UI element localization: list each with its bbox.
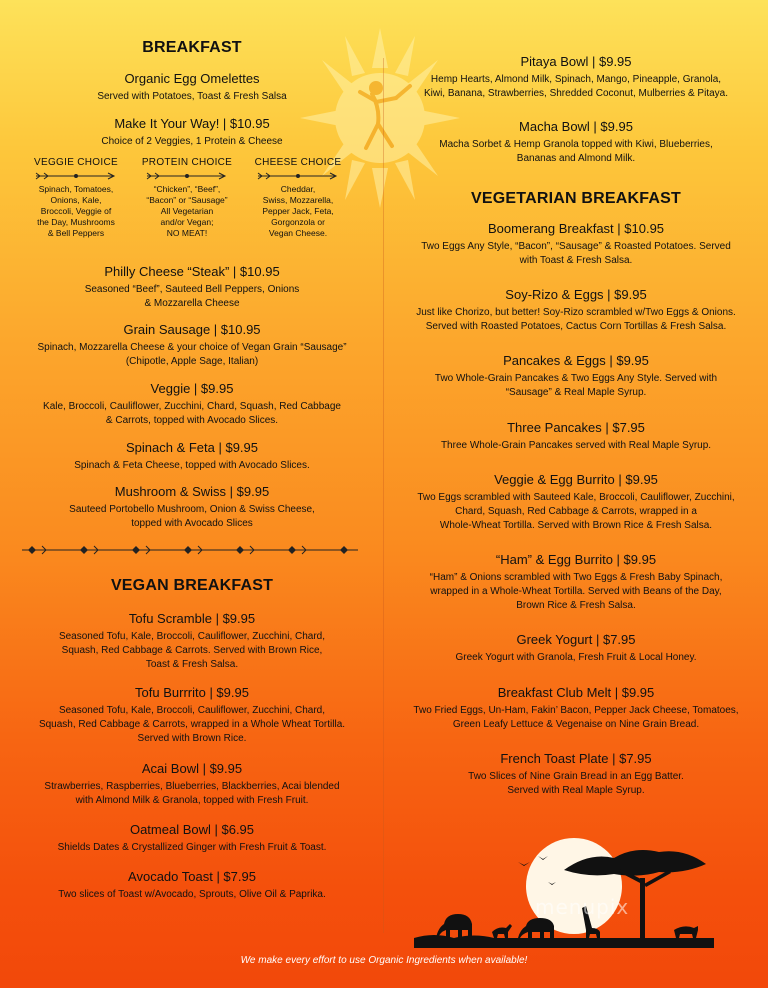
item-title: Philly Cheese “Steak” | $10.95 [104, 264, 280, 279]
choice-items [244, 184, 352, 239]
item-title: French Toast Plate | $7.95 [500, 751, 652, 766]
veggie-choice [22, 157, 130, 239]
choice-item: Cheddar, [280, 184, 316, 194]
item-desc: Sauteed Portobello Mushroom, Onion & Swiss Cheese, topped with Avocado Slices [69, 504, 315, 529]
protein-choice [133, 157, 241, 239]
arrow-ornament-icon [256, 172, 340, 180]
item-desc: Strawberries, Raspberries, Blueberries, Blackberries, Acai blended with Almond Milk & Granola, topped with Fresh Fruit. [44, 781, 340, 806]
savanna-silhouette-icon [414, 838, 714, 948]
item-desc: Two slices of Toast w/Avocado, Sprouts, Olive Oil & Paprika. [58, 889, 326, 900]
choice-items [22, 184, 130, 239]
menu-item [384, 287, 768, 334]
item-title: Veggie | $9.95 [150, 381, 234, 396]
item-desc: Kale, Broccoli, Cauliflower, Zucchini, Chard, Squash, Red Cabbage & Carrots, topped with Avocado Slices. [43, 401, 341, 426]
choice-item: Pepper Jack, Feta, [262, 206, 334, 216]
choice-item: Spinach, Tomatoes, [38, 184, 114, 194]
item-desc: Spinach & Feta Cheese, topped with Avocado Slices. [74, 460, 310, 471]
item-desc: Seasoned “Beef”, Sauteed Bell Peppers, Onions & Mozzarella Cheese [84, 284, 300, 309]
menu-item [0, 71, 384, 104]
menu-item [0, 440, 384, 473]
item-title: Macha Bowl | $9.95 [519, 119, 633, 134]
menu-item [0, 322, 384, 369]
item-desc: Two Eggs scrambled with Sauteed Kale, Broccoli, Cauliflower, Zucchini, Chard, Squash, Red Cabbage & Carrots, wrapped in a Whole-Wheat Tortilla. Served with Brown Rice & Fresh Salsa. [417, 492, 735, 531]
menu-item [384, 685, 768, 732]
item-title: Make It Your Way! | $10.95 [114, 116, 270, 131]
menu-item [384, 632, 768, 665]
cheese-choice [244, 157, 352, 239]
menu-item [0, 484, 384, 531]
choice-item: Vegan Cheese. [268, 228, 328, 238]
menu-item [0, 381, 384, 428]
arrow-ornament-icon [145, 172, 229, 180]
choice-item: Broccoli, Veggie of [40, 206, 112, 216]
choice-item: All Vegetarian [160, 206, 214, 216]
choice-item: & Bell Peppers [47, 228, 105, 238]
menu-item [0, 611, 384, 672]
item-title: Tofu Burrrito | $9.95 [135, 685, 249, 700]
item-desc: Two Whole-Grain Pancakes & Two Eggs Any Style. Served with “Sausage” & Real Maple Syrup. [434, 373, 718, 398]
item-desc: Served with Potatoes, Toast & Fresh Salsa [97, 91, 287, 102]
item-title: Grain Sausage | $10.95 [123, 322, 261, 337]
menu-item [0, 116, 384, 149]
menu-item [384, 751, 768, 798]
item-title: “Ham” & Egg Burrito | $9.95 [495, 552, 657, 567]
vegetarian-title: VEGETARIAN BREAKFAST [471, 190, 681, 207]
menu-item [0, 685, 384, 746]
item-desc: Two Slices of Nine Grain Bread in an Egg Batter. Served with Real Maple Syrup. [468, 771, 684, 796]
item-title: Spinach & Feta | $9.95 [125, 440, 259, 455]
item-desc: Seasoned Tofu, Kale, Broccoli, Cauliflower, Zucchini, Chard, Squash, Red Cabbage & Carrots. Served with Brown Rice, Toast & Fresh Salsa. [58, 631, 326, 670]
choice-item: NO MEAT! [166, 228, 208, 238]
choice-item: and/or Vegan; [160, 217, 214, 227]
item-title: Breakfast Club Melt | $9.95 [497, 685, 655, 700]
item-title: Organic Egg Omelettes [124, 71, 260, 86]
menu-item [0, 761, 384, 808]
menu-item [0, 869, 384, 902]
item-desc: Three Whole-Grain Pancakes served with Real Maple Syrup. [440, 440, 712, 451]
item-desc: Macha Sorbet & Hemp Granola topped with Kiwi, Blueberries, Bananas and Almond Milk. [439, 139, 713, 164]
footer-note: We make every effort to use Organic Ingredients when available! [240, 955, 528, 966]
choice-heading: VEGGIE CHOICE [34, 157, 118, 168]
item-title: Soy-Rizo & Eggs | $9.95 [505, 287, 647, 302]
choice-item: Onions, Kale, [50, 195, 102, 205]
menu-item [384, 221, 768, 268]
breakfast-title: BREAKFAST [142, 39, 242, 56]
choice-heading: PROTEIN CHOICE [141, 157, 233, 168]
menu-item [384, 119, 768, 166]
choice-item: the Day, Mushrooms [37, 217, 115, 227]
item-title: Tofu Scramble | $9.95 [128, 611, 256, 626]
item-title: Oatmeal Bowl | $6.95 [129, 822, 255, 837]
choice-heading: CHEESE CHOICE [254, 157, 342, 168]
item-desc: Hemp Hearts, Almond Milk, Spinach, Mango, Pineapple, Granola, Kiwi, Banana, Strawberries, Shredded Coconut, Mulberries & Pitaya. [423, 74, 729, 99]
item-title: Veggie & Egg Burrito | $9.95 [494, 472, 658, 487]
menu-item [0, 822, 384, 855]
choice-item: Gorgonzola or [271, 217, 325, 227]
menu-item [384, 472, 768, 533]
item-desc: Greek Yogurt with Granola, Fresh Fruit & Local Honey. [455, 652, 697, 663]
item-title: Three Pancakes | $7.95 [507, 420, 645, 435]
choice-item: “Bacon” or “Sausage” [146, 195, 228, 205]
ornament-divider-icon [22, 544, 358, 556]
item-desc: Two Eggs Any Style, “Bacon”, “Sausage” & Roasted Potatoes. Served with Toast & Fresh Salsa. [421, 241, 731, 266]
menu-item [384, 353, 768, 400]
item-title: Pancakes & Eggs | $9.95 [503, 353, 649, 368]
menu-item [384, 420, 768, 453]
item-desc: Shields Dates & Crystallized Ginger with Fresh Fruit & Toast. [57, 842, 327, 853]
item-desc: “Ham” & Onions scrambled with Two Eggs & Fresh Baby Spinach, wrapped in a Whole-Wheat Tortilla. Served with Beans of the Day, Brown Rice & Fresh Salsa. [429, 572, 723, 611]
menu-item [384, 552, 768, 613]
item-title: Boomerang Breakfast | $10.95 [487, 221, 665, 236]
watermark: menupix [535, 895, 630, 919]
choice-columns [22, 157, 352, 239]
item-title: Pitaya Bowl | $9.95 [520, 54, 632, 69]
item-desc: Spinach, Mozzarella Cheese & your choice of Vegan Grain “Sausage” (Chipotle, Apple Sage, Italian) [37, 342, 347, 367]
item-desc: Choice of 2 Veggies, 1 Protein & Cheese [101, 136, 283, 147]
item-desc: Two Fried Eggs, Un-Ham, Fakin’ Bacon, Pepper Jack Cheese, Tomatoes, Green Leafy Lettuce & Vegenaise on Nine Grain Bread. [413, 705, 739, 730]
item-desc: Just like Chorizo, but better! Soy-Rizo scrambled w/Two Eggs & Onions. Served with Roasted Potatoes, Cactus Corn Tortillas & Fresh Salsa. [416, 307, 736, 332]
vegan-title: VEGAN BREAKFAST [110, 577, 274, 594]
item-title: Greek Yogurt | $7.95 [516, 632, 636, 647]
menu-item [384, 54, 768, 101]
choice-items [133, 184, 241, 239]
item-title: Avocado Toast | $7.95 [128, 869, 256, 884]
choice-item: Swiss, Mozzarella, [262, 195, 334, 205]
item-desc: Seasoned Tofu, Kale, Broccoli, Cauliflower, Zucchini, Chard, Squash, Red Cabbage & Carrots, wrapped in a Whole Wheat Tortilla. Served with Brown Rice. [38, 705, 346, 744]
menu-item [0, 264, 384, 311]
arrow-ornament-icon [34, 172, 118, 180]
item-title: Mushroom & Swiss | $9.95 [114, 484, 270, 499]
choice-item: “Chicken”, “Beef”, [153, 184, 221, 194]
item-title: Acai Bowl | $9.95 [141, 761, 243, 776]
